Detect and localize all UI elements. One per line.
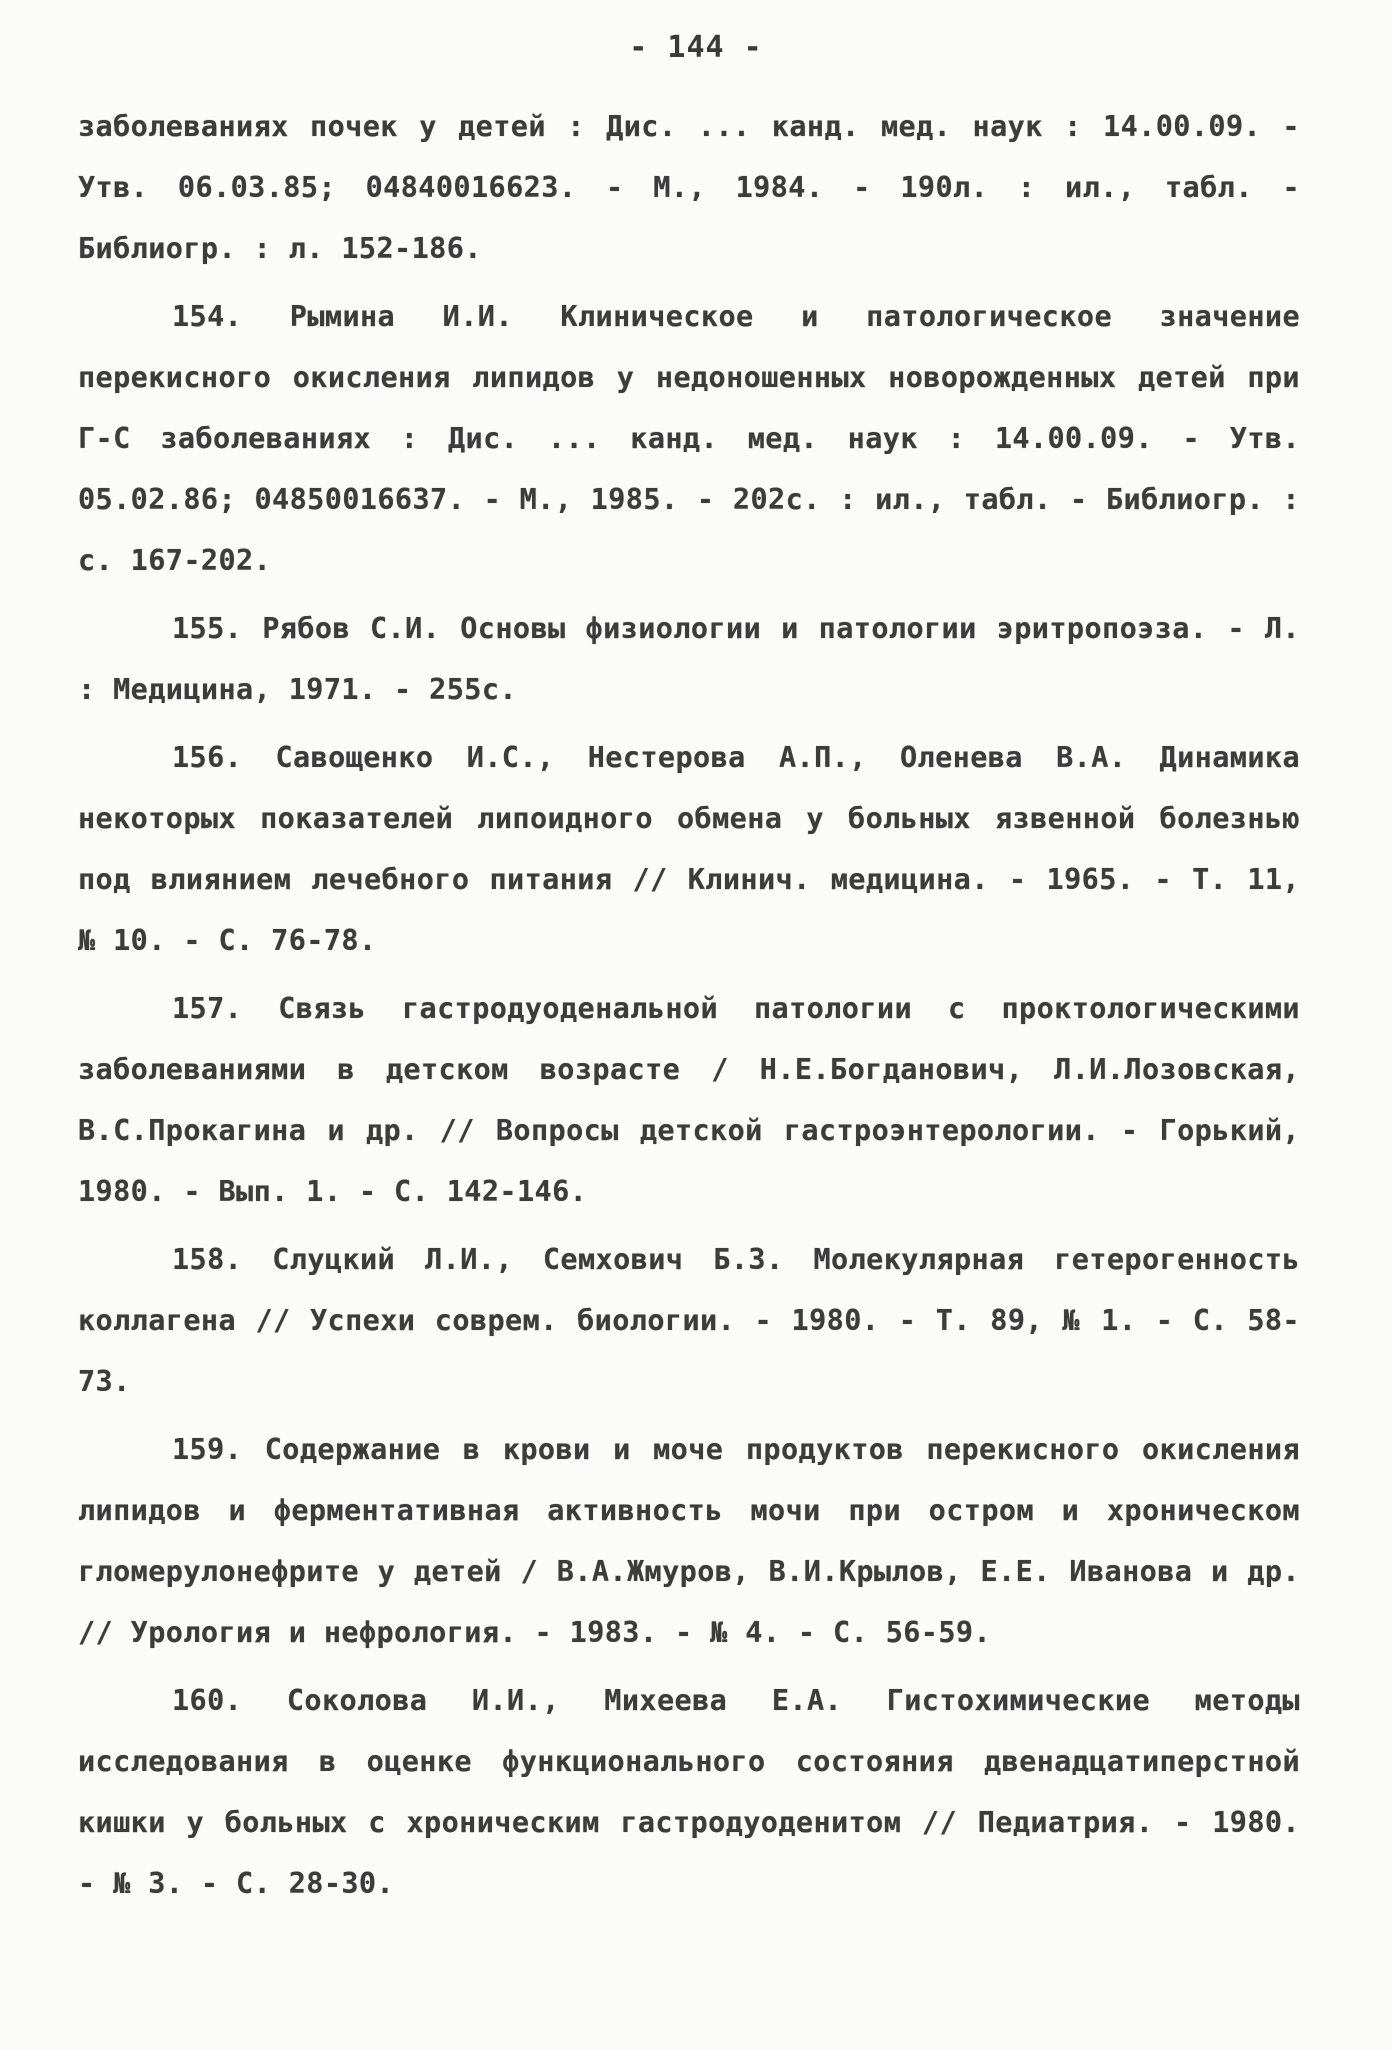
bibliography-list <box>78 96 1300 1914</box>
bibliography-entry-155: 155. Рябов С.И. Основы физиологии и патологии эритропоэза. - Л. : Медицина, 1971. - 255с. <box>78 612 1300 706</box>
bibliography-entry-156: 156. Савощенко И.С., Нестерова А.П., Оленева В.А. Динамика некоторых показателей липоидного обмена у больных язвенной болезнью под влиянием лечебного питания // Клинич. медицина. - 1965. - Т. 11, № 10. - С. 76-78. <box>78 741 1300 957</box>
bibliography-entry-160: 160. Соколова И.И., Михеева Е.А. Гистохимические методы исследования в оценке функционального состояния двенадцатиперстной кишки у больных с хроническим гастродуоденитом // Педиатрия. - 1980. - № 3. - С. 28-30. <box>78 1684 1300 1900</box>
bibliography-entry-continued: заболеваниях почек у детей : Дис. ... канд. мед. наук : 14.00.09. - Утв. 06.03.85; 04840016623. - М., 1984. - 190л. : ил., табл. - Библиогр. : л. 152-186. <box>78 110 1300 265</box>
bibliography-entry-159: 159. Содержание в крови и моче продуктов перекисного окисления липидов и ферментативная активность мочи при остром и хроническом гломерулонефрите у детей / В.А.Жмуров, В.И.Крылов, Е.Е. Иванова и др. // Урология и нефрология. - 1983. - № 4. - С. 56-59. <box>78 1433 1300 1649</box>
bibliography-entry-154: 154. Рымина И.И. Клиническое и патологическое значение перекисного окисления липидов у недоношенных новорожденных детей при Г-С заболеваниях : Дис. ... канд. мед. наук : 14.00.09. - Утв. 05.02.86; 04850016637. - М., 1985. - 202с. : ил., табл. - Библиогр. : с. 167-202. <box>78 300 1300 577</box>
bibliography-entry-157: 157. Связь гастродуоденальной патологии с проктологическими заболеваниями в детском возрасте / Н.Е.Богданович, Л.И.Лозовская, В.С.Прокагина и др. // Вопросы детской гастроэнтерологии. - Горький, 1980. - Вып. 1. - С. 142-146. <box>78 992 1300 1208</box>
page-number: - 144 - <box>629 30 763 65</box>
bibliography-entry-158: 158. Слуцкий Л.И., Семхович Б.З. Молекулярная гетерогенность коллагена // Успехи соврем. биологии. - 1980. - Т. 89, № 1. - С. 58-73. <box>78 1243 1300 1398</box>
